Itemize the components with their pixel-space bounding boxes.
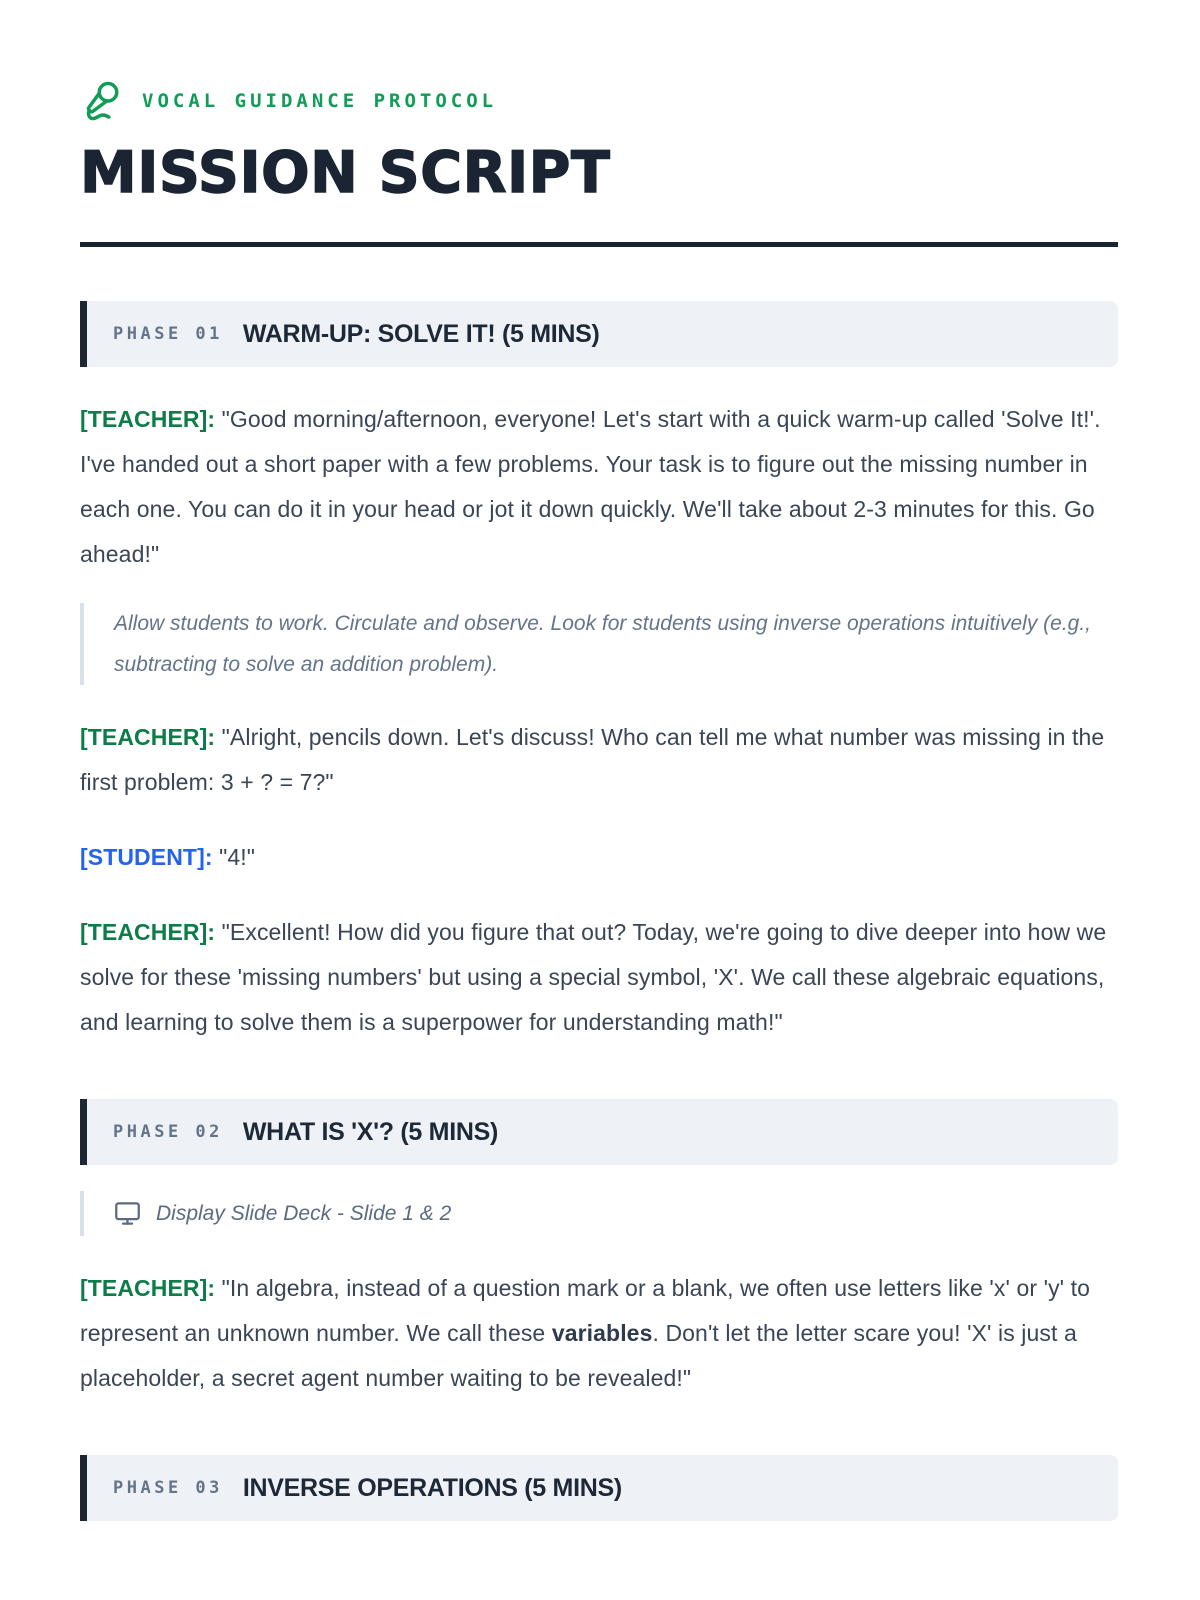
phase-1-header <box>80 301 1118 367</box>
phase-3-title: INVERSE OPERATIONS (5 MINS) <box>242 1474 622 1503</box>
student-dialogue-line <box>80 835 1118 880</box>
vocal-microphone-icon <box>80 80 122 122</box>
protocol-eyebrow-row <box>80 80 1118 122</box>
dialogue-bold-text: variables <box>551 1320 653 1347</box>
phase-3-header <box>80 1455 1118 1521</box>
teacher-dialogue-line <box>80 1266 1118 1401</box>
phase-2-header <box>80 1099 1118 1165</box>
dialogue-text: "In algebra, instead of a question mark or a blank, we often use letters like 'x' or 'y' to represent an unknown number. We call these <box>80 1275 1091 1347</box>
stage-direction-note <box>80 603 1118 685</box>
display-slide-note <box>80 1191 1118 1236</box>
teacher-dialogue-line <box>80 910 1118 1045</box>
phase-1-title: WARM-UP: SOLVE IT! (5 MINS) <box>242 320 600 349</box>
phase-1-section <box>80 301 1118 1045</box>
stage-direction-text: Allow students to work. Circulate and observe. Look for students using inverse operations intuitively (e.g., subtracting to solve an addition problem). <box>114 612 1092 677</box>
teacher-speaker-label: [TEACHER]: <box>80 406 216 433</box>
phase-3-section <box>80 1455 1118 1521</box>
eyebrow-label: VOCAL GUIDANCE PROTOCOL <box>142 90 498 112</box>
dialogue-text: "Excellent! How did you figure that out? Today, we're going to dive deeper into how we solve for these 'missing numbers' but using a special symbol, 'X'. We call these algebraic equations, and learning to solve them is a superpower for understanding math!" <box>80 919 1107 1036</box>
teacher-dialogue-line <box>80 715 1118 805</box>
display-note-text: Display Slide Deck - Slide 1 & 2 <box>156 1202 452 1226</box>
dialogue-text: "Alright, pencils down. Let's discuss! Who can tell me what number was missing in the first problem: 3 + ? = 7?" <box>80 724 1105 796</box>
student-speaker-label: [STUDENT]: <box>80 844 213 871</box>
dialogue-text: . Don't let the letter scare you! 'X' is just a placeholder, a secret agent number waiting to be revealed!" <box>80 1320 1077 1392</box>
teacher-dialogue-line <box>80 397 1118 577</box>
phase-2-label: PHASE 02 <box>113 1122 223 1143</box>
phase-2-title: WHAT IS 'X'? (5 MINS) <box>242 1118 499 1147</box>
title-divider <box>80 242 1118 247</box>
teacher-speaker-label: [TEACHER]: <box>80 724 216 751</box>
monitor-icon <box>114 1200 141 1227</box>
phase-3-label: PHASE 03 <box>113 1478 223 1499</box>
teacher-speaker-label: [TEACHER]: <box>80 919 216 946</box>
document-header <box>80 80 1118 247</box>
page-title: MISSION SCRIPT <box>80 140 611 206</box>
phase-1-label: PHASE 01 <box>113 324 223 345</box>
teacher-speaker-label: [TEACHER]: <box>80 1275 216 1302</box>
phase-2-section <box>80 1099 1118 1401</box>
dialogue-text: "Good morning/afternoon, everyone! Let's start with a quick warm-up called 'Solve It!'. I've handed out a short paper with a few problems. Your task is to figure out the missing number in each one. You can do it in your head or jot it down quickly. We'll take about 2-3 minutes for this. Go ahead!" <box>80 406 1101 568</box>
dialogue-text: "4!" <box>219 844 256 871</box>
